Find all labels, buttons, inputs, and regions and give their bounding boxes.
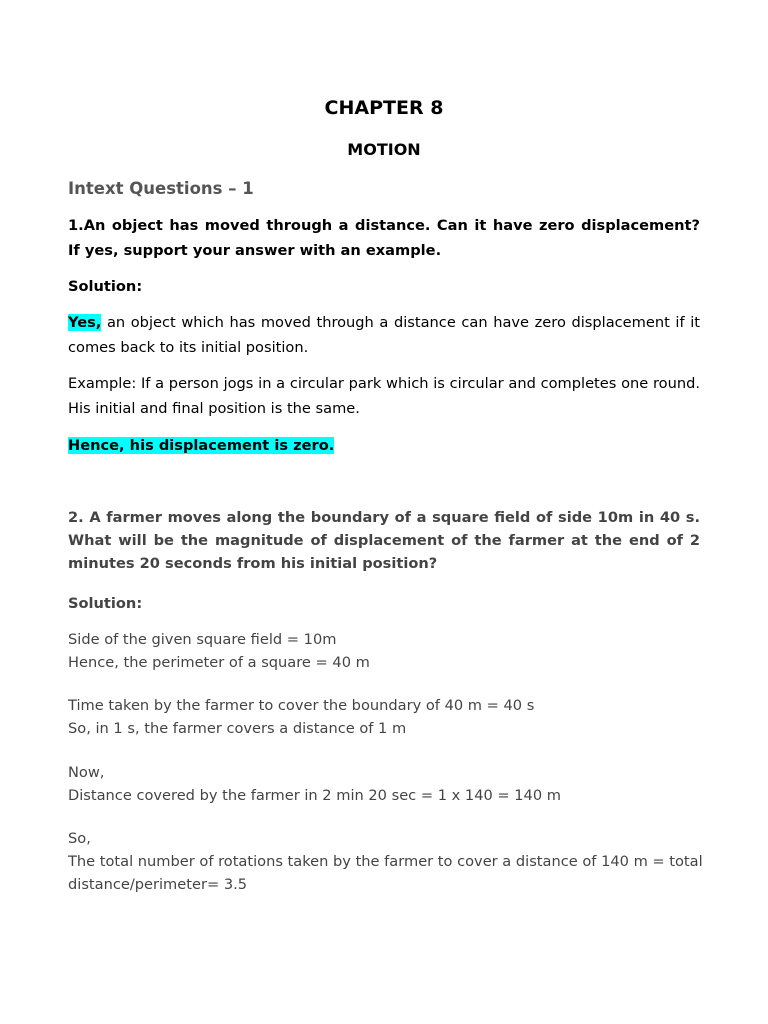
answer-1 [68,310,700,360]
chapter-title: CHAPTER 8 [324,97,444,119]
solution-2-block-4 [68,827,708,896]
question-1: 1.An object has moved through a distance. Can it have zero displacement? If yes, support your answer with an example. [68,217,700,259]
question-2: 2. A farmer moves along the boundary of a square field of side 10m in 40 s. What will be the magnitude of displacement of the farmer at the end of 2 minutes 20 seconds from his initial position? [68,509,700,572]
solution-line: Hence, the perimeter of a square = 40 m [68,654,370,671]
solution-line: Side of the given square field = 10m [68,631,337,648]
answer-1-text: an object which has moved through a distance can have zero displacement if it comes back to its initial position. [68,314,700,356]
solution-2-label: Solution: [68,595,143,612]
conclusion-1-highlight: Hence, his displacement is zero. [68,437,335,454]
solution-line: Distance covered by the farmer in 2 min 20 sec = 1 x 140 = 140 m [68,787,561,804]
solution-2-block-3 [68,761,708,807]
solution-line: The total number of rotations taken by the farmer to cover a distance of 140 m = total [68,853,703,870]
solution-line: So, [68,830,91,847]
subject-title: MOTION [347,140,421,159]
solution-line: Time taken by the farmer to cover the boundary of 40 m = 40 s [68,697,535,714]
solution-line: distance/perimeter= 3.5 [68,876,248,893]
example-1: Example: If a person jogs in a circular park which is circular and completes one round. His initial and final position is the same. [68,375,700,417]
answer-1-highlight: Yes, [68,314,102,331]
conclusion-1 [68,433,700,458]
section-heading: Intext Questions – 1 [68,179,254,198]
solution-line: Now, [68,764,105,781]
solution-2-block-1 [68,628,708,674]
solution-line: So, in 1 s, the farmer covers a distance of 1 m [68,720,407,737]
solution-2-block-2 [68,694,708,740]
solution-1-label: Solution: [68,278,143,295]
